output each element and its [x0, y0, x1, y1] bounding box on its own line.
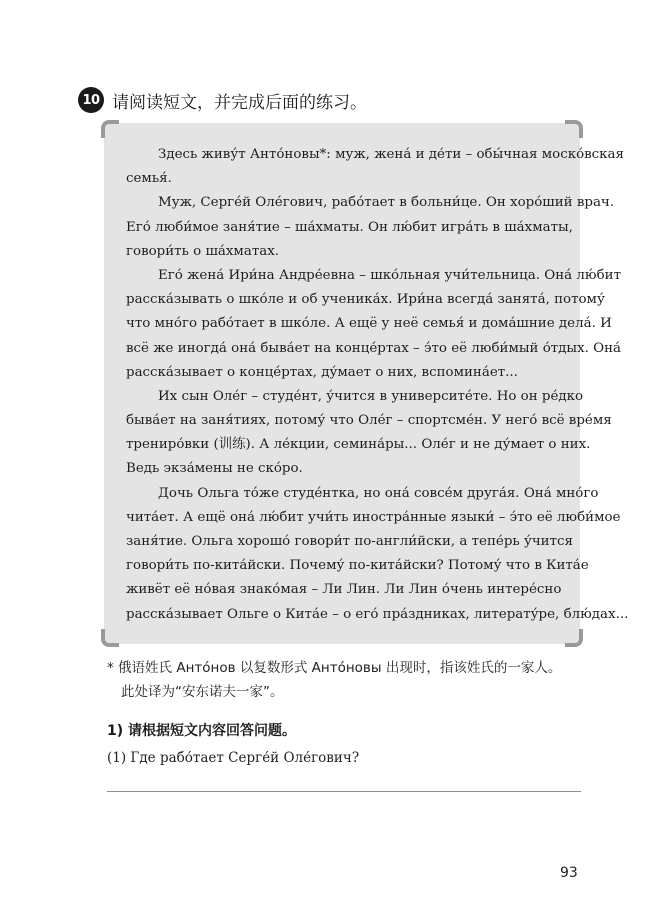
corner-bracket-icon	[565, 629, 583, 647]
passage-text	[126, 143, 629, 627]
text-line: Ведь экза́мены не ско́ро.	[126, 461, 303, 477]
text-line: говори́ть о ша́хматах.	[126, 243, 280, 259]
footnote-line-1: * 俄语姓氏 Анто́нов 以复数形式 Анто́новы 出现时，指该姓氏的一家人。	[107, 660, 562, 676]
text-line: Дочь Ольга то́же студе́нтка, но она́ совсе́м друга́я. Она́ мно́го	[158, 485, 599, 501]
text-line: расска́зывает Ольге о Кита́е – о его́ пра́здниках, литерату́ре, блю́дах...	[126, 606, 629, 622]
paragraph-3	[126, 264, 622, 385]
paragraph-4	[126, 385, 612, 482]
text-line: заня́тие. Ольга хорошо́ говори́т по-англи́йски, а тепе́рь у́чится	[126, 534, 573, 549]
text-line: что мно́го рабо́тает в шко́ле. А ещё у неё семья́ и дома́шние дела́. И	[126, 316, 612, 332]
answer-line	[107, 791, 581, 792]
page-number: 93	[560, 865, 578, 881]
text-line: Муж, Серге́й Оле́гович, рабо́тает в больни́це. Он хоро́ший врач.	[158, 195, 615, 211]
exercise-title: 请阅读短文，并完成后面的练习。	[112, 92, 367, 113]
paragraph-1	[126, 143, 624, 191]
text-line: расска́зывает о конце́ртах, ду́мает о них, вспомина́ет...	[126, 364, 518, 380]
exercise-number-badge: 10	[78, 87, 104, 113]
text-line: Его́ люби́мое заня́тие – ша́хматы. Он лю́бит игра́ть в ша́хматы,	[126, 219, 573, 235]
exercise-header	[78, 86, 367, 114]
text-line: Их сын Оле́г – студе́нт, у́чится в университе́те. Но он ре́дко	[158, 388, 584, 404]
corner-bracket-icon	[101, 629, 119, 647]
text-line: живёт её но́вая знако́мая – Ли Лин. Ли Лин о́чень интере́сно	[126, 582, 562, 598]
text-line: всё же иногда́ она́ быва́ет на конце́ртах – э́то её люби́мый о́тдых. Она́	[126, 340, 622, 356]
text-line: Здесь живу́т Анто́новы*: муж, жена́ и де́ти – обы́чная моско́вская	[158, 147, 624, 162]
text-line: расска́зывать о шко́ле и об ученика́х. Ири́на всегда́ занята́, потому́	[126, 292, 605, 308]
text-line: Его́ жена́ Ири́на Андре́евна – шко́льная учи́тельница. Она́ лю́бит	[158, 267, 621, 283]
paragraph-2	[126, 191, 615, 264]
text-line: семья́.	[126, 171, 172, 187]
footnote-line-2: 此处译为“安东诺夫一家”。	[121, 684, 284, 700]
questions-title: 1) 请根据短文内容回答问题。	[107, 723, 297, 739]
text-line: чита́ет. А ещё она́ лю́бит учи́ть иностра́нные языки́ – э́то её люби́мое	[126, 509, 621, 525]
text-line: трениро́вки (训练). А ле́кции, семина́ры... Оле́г и не ду́мает о них.	[126, 437, 591, 453]
footnote	[107, 656, 587, 704]
question-item-1: (1) Где рабо́тает Серге́й Оле́гович?	[107, 750, 360, 766]
text-line: говори́ть по-кита́йски. Почему́ по-кита́йски? Потому́ что в Кита́е	[126, 558, 589, 574]
corner-bracket-icon	[101, 120, 119, 138]
text-line: быва́ет на заня́тиях, потому́ что Оле́г – спортсме́н. У него́ всё вре́мя	[126, 413, 612, 429]
paragraph-5	[126, 482, 629, 627]
corner-bracket-icon	[565, 120, 583, 138]
